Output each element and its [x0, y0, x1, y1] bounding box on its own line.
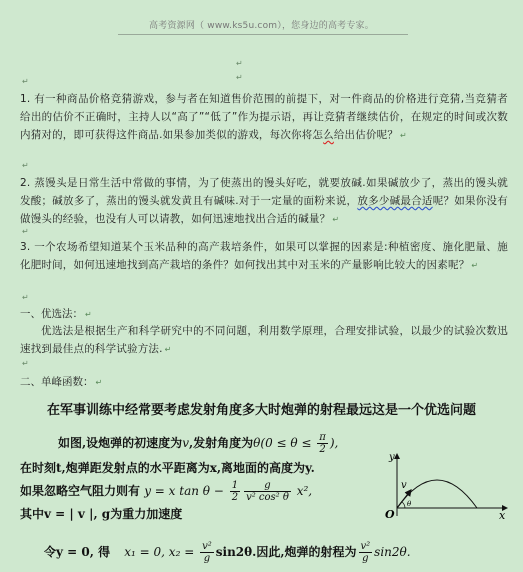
origin-label: O [385, 508, 395, 520]
paragraph-mark: ↵ [22, 227, 29, 236]
paragraph-mark: ↵ [236, 59, 243, 68]
v-squared-over-g: $\frac{\text{v²}}{g}$ [202, 541, 212, 564]
header-rule [118, 34, 408, 35]
slide-line-2: 在时刻t,炮弹距发射点的水平距离为x,离地面的高度为y. [20, 461, 315, 475]
slide-title: 在军事训练中经常要考虑发射角度多大时炮弹的射程最远这是一个优选问题 [46, 403, 476, 418]
velocity-label: v [401, 480, 407, 491]
slide-line-1: 如图,设炮弹的初速度为v,发射角度为θ(0 ≤ θ ≤ $\frac{\pi}{2}$ ), [58, 432, 339, 455]
one-half: $\frac{1}{2}$ [231, 480, 239, 503]
v-squared-over-g-range: $\frac{\text{v²}}{g}$ [360, 541, 371, 564]
question-1: 1. 有一种商品价格竞猜游戏，参与者在知道售价范围的前提下，对一件商品的价格进行竞猜,当竞猜者给出的估价不正确时，主持人以“高了”“低了”作为提示语，再让竞猜者继续估价，在规定的时间或次数内猜对的，即可获得这件商品.如果参加类似的游戏，每次你将怎么给出估价呢？ ↵ [20, 93, 508, 141]
page-header: 高考资源网（ www.ks5u.com），您身边的高考专家。 [149, 21, 374, 31]
section-2-heading: 二、单峰函数： ↵ [20, 376, 103, 388]
paragraph-mark: ↵ [22, 77, 29, 86]
slide-line-4: 其中v = | v |, g为重力加速度 [20, 507, 183, 521]
question-2: 2. 蒸馒头是日常生活中常做的事情，为了使蒸出的馒头好吃，就要放碱.如果碱放少了，蒸出的馒头就发酸；碱放多了，蒸出的馒头就发黄且有碱味.对于一定量的面粉来说，放多少碱最合适呢？如果你没有做馒头的经验，也没有人可以请教，如何迅速地找出合适的碱量？ ↵ [20, 177, 508, 225]
section-1-heading: 一、优选法： ↵ [20, 308, 92, 320]
paragraph-mark: ↵ [236, 73, 243, 82]
x-axis-label: x [499, 509, 506, 520]
slide-line-3: 如果忽略空气阻力则有 y = x tan θ − $\frac{1}{2}$ $\frac{g}{\text{v² cos² θ}}$ x², [20, 480, 313, 503]
paragraph-mark: ↵ [22, 359, 29, 368]
question-3: 3. 一个农场希望知道某个玉米品种的高产栽培条件，如果可以掌握的因素是:种植密度、施化肥量、施化肥时间，如何迅速地找到高产栽培的条件？如何找出其中对玉米的产量影响比较大的因素呢？ ↵ [20, 241, 508, 271]
paragraph-mark: ↵ [22, 161, 29, 170]
section-1-body: 优选法是根据生产和科学研究中的不同问题，利用数学原理，合理安排试验，以最少的试验次数迅速找到最佳点的科学试验方法. ↵ [20, 325, 508, 355]
angle-arc [402, 502, 405, 508]
g-over-v-squared: $\frac{g}{\text{v² cos² θ}}$ [246, 480, 289, 503]
pi-over-two: $\frac{\pi}{2}$ [319, 432, 326, 455]
angle-label: θ [407, 500, 412, 508]
y-axis-label: y [389, 452, 395, 463]
slide-line-5: 令y = 0, 得 x₁ = 0, x₂ = $\frac{\text{v²}}{g}$ sin2θ.因此,炮弹的射程为 $\frac{\text{v²}}{g}$ sin2θ. [44, 541, 411, 564]
trajectory-diagram [375, 450, 515, 520]
paragraph-mark: ↵ [22, 293, 29, 302]
